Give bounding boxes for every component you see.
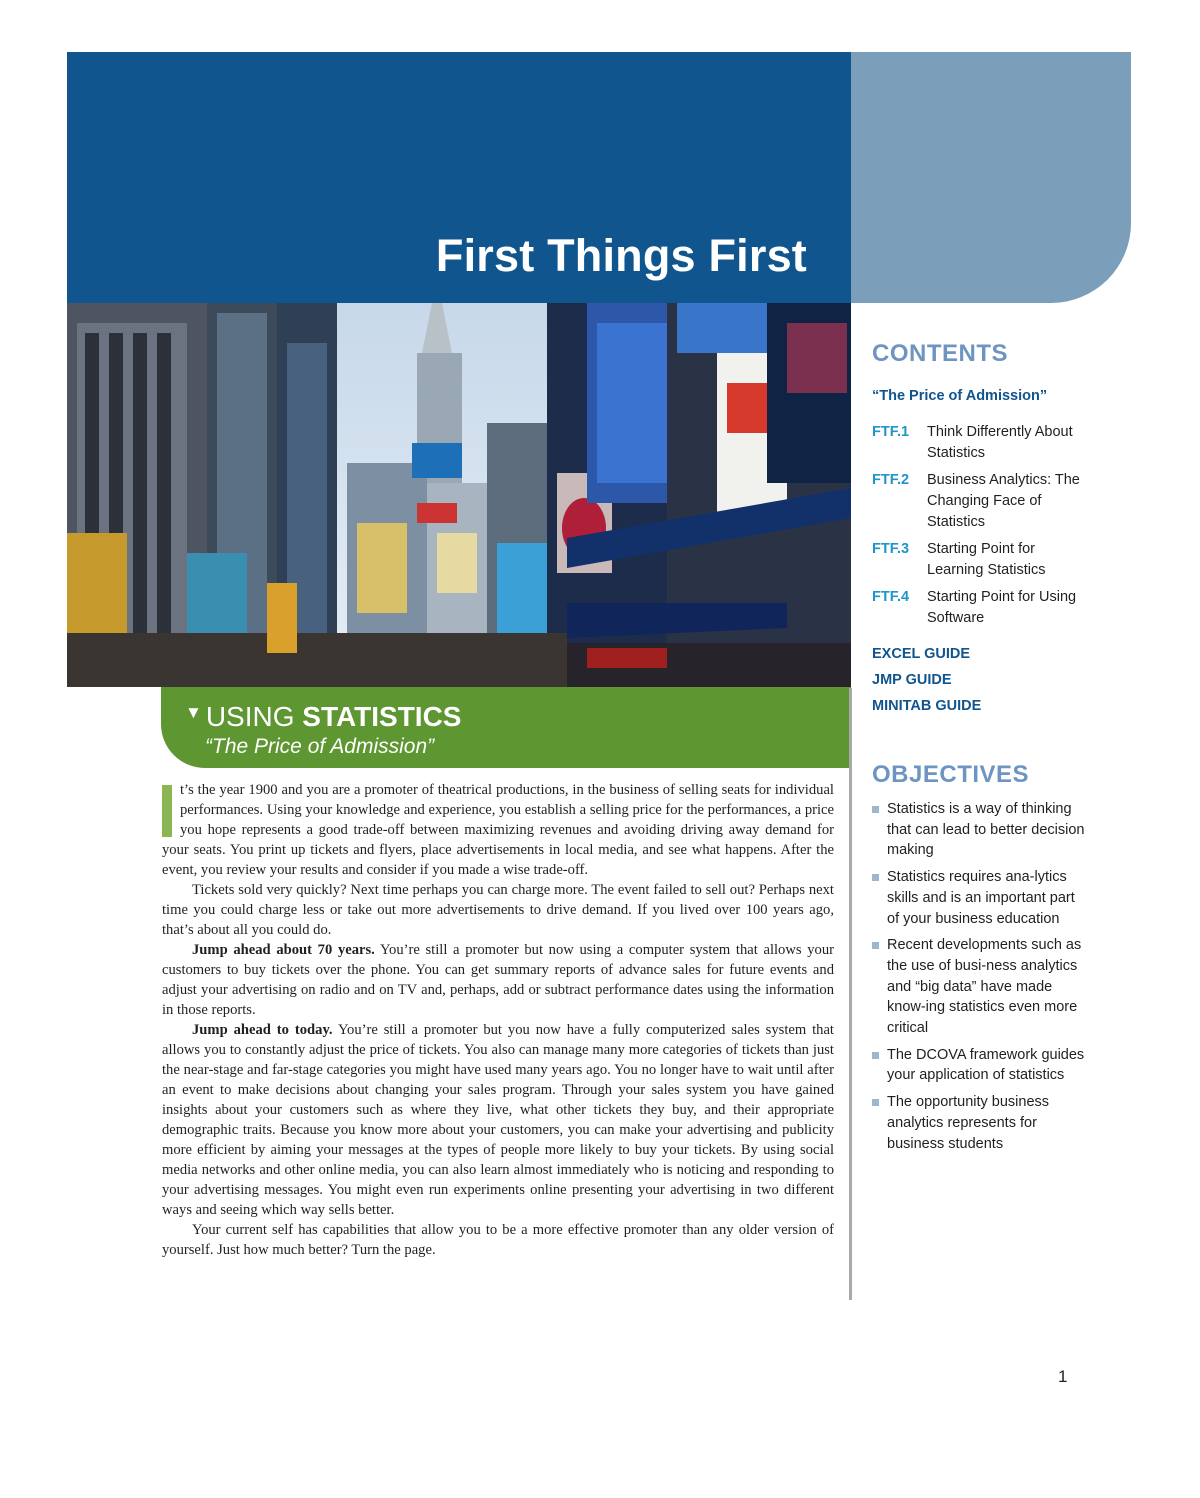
paragraph-3-lead: Jump ahead about 70 years.: [192, 942, 375, 958]
contents-item[interactable]: [872, 539, 1087, 581]
objective-item: [872, 1092, 1087, 1154]
contents-item[interactable]: [872, 587, 1087, 629]
paragraph-4-lead: Jump ahead to today.: [192, 1022, 333, 1038]
square-bullet-icon: [872, 942, 879, 949]
jmp-guide-link[interactable]: JMP GUIDE: [872, 672, 952, 688]
objectives-list: [872, 799, 1087, 1154]
paragraph-3-text: You’re still a promoter but now using a computer system that allows your customers to buy tickets over the phone. You can get summary reports of advance sales for future events and adjust your advertising on radio and on TV and, perhaps, add or subtract performance dates using the information in those reports.: [162, 942, 834, 1018]
objective-item: [872, 799, 1087, 861]
times-square-photo: [67, 303, 851, 687]
contents-heading: CONTENTS: [872, 340, 1008, 367]
section-title: Starting Point for Learning Statistics: [927, 541, 1046, 578]
paragraph-1-text: t’s the year 1900 and you are a promoter of theatrical productions, in the business of selling seats for individual performances. Using your knowledge and experience, you establish a selling price for the performances, a price you hope represents a good trade-off between maximizing revenues and avoiding driving away demand for your seats. You print up tickets and flyers, place advertisements in local media, and see what happens. After the event, you review your results and consider if you made a wise trade-off.: [162, 782, 834, 878]
square-bullet-icon: [872, 1052, 879, 1059]
contents-list: [872, 422, 1087, 629]
sidebar: [872, 340, 1087, 1160]
using-statistics-subtitle: “The Price of Admission”: [205, 735, 435, 758]
contents-intro-link[interactable]: “The Price of Admission”: [872, 388, 1048, 404]
section-number: FTF.4: [872, 589, 910, 605]
objective-item: [872, 867, 1087, 929]
chapter-banner-tab: [851, 52, 1131, 303]
section-title: Starting Point for Using Software: [927, 589, 1077, 626]
minitab-guide-link[interactable]: MINITAB GUIDE: [872, 698, 982, 714]
paragraph-5: Your current self has capabilities that allow you to be a more effective promoter than any older version of yourself. Just how much better? Turn the page.: [162, 1222, 834, 1258]
statistics-label: STATISTICS: [302, 701, 462, 732]
paragraph-2: Tickets sold very quickly? Next time perhaps you can charge more. The event failed to sell out? Perhaps next time you could charge less or take out more advertisements to drive demand. If you lived over 100 years ago, that’s about all you could do.: [162, 882, 834, 938]
excel-guide-link[interactable]: EXCEL GUIDE: [872, 646, 971, 662]
section-number: FTF.3: [872, 541, 910, 557]
objective-text: The opportunity business analytics represents for business students: [887, 1094, 1050, 1152]
square-bullet-icon: [872, 874, 879, 881]
paragraph-1: [162, 780, 834, 880]
objective-text: Statistics requires ana-lytics skills and is an important part of your business education: [887, 869, 1075, 927]
section-number: FTF.1: [872, 424, 910, 440]
guides-list: [872, 641, 1087, 719]
objective-text: Recent developments such as the use of busi-ness analytics and “big data” have made know-ing statistics even more critical: [887, 937, 1082, 1037]
objectives-heading: OBJECTIVES: [872, 761, 1030, 788]
contents-item[interactable]: [872, 422, 1087, 464]
chapter-title: First Things First: [435, 230, 807, 281]
objective-item: [872, 1045, 1087, 1086]
square-bullet-icon: [872, 1099, 879, 1106]
article-body: [162, 780, 834, 1260]
section-number: FTF.2: [872, 472, 910, 488]
objective-text: Statistics is a way of thinking that can lead to better decision making: [887, 801, 1085, 859]
square-bullet-icon: [872, 806, 879, 813]
using-label: USING: [205, 701, 303, 732]
column-divider: [849, 688, 852, 1300]
paragraph-4-text: You’re still a promoter but you now have a fully computerized sales system that allows you to constantly adjust the price of tickets. You also can manage many more categories of tickets than just the near-stage and far-stage categories you might have used many years ago. You no longer have to wait until after an event to make decisions about changing your sales program. Through your sales system you have gained insights about your customers such as where they live, what other tickets they buy, and their appropriate demographic traits. Because you know more about your customers, you can make your advertising and publicity more efficient by aiming your messages at the types of people more likely to buy your tickets. By using social media networks and other online media, you can also learn almost immediately who is noticing and responding to your advertising messages. You might even run experiments online presenting your advertising in two different ways and seeing which way sells better.: [162, 1022, 834, 1218]
triangle-down-icon: ▼: [185, 703, 202, 722]
paragraph-3: [162, 940, 834, 1020]
contents-item[interactable]: [872, 470, 1087, 533]
using-statistics-banner: [161, 687, 851, 768]
objective-text: The DCOVA framework guides your application of statistics: [887, 1046, 1085, 1084]
drop-cap-i: [162, 785, 172, 837]
using-statistics-heading: [185, 701, 461, 733]
chapter-banner: [67, 52, 851, 303]
section-title: Think Differently About Statistics: [927, 424, 1073, 461]
section-title: Business Analytics: The Changing Face of Statistics: [927, 472, 1080, 530]
page-number: 1: [1058, 1367, 1068, 1386]
objective-item: [872, 935, 1087, 1039]
paragraph-4: [162, 1020, 834, 1220]
